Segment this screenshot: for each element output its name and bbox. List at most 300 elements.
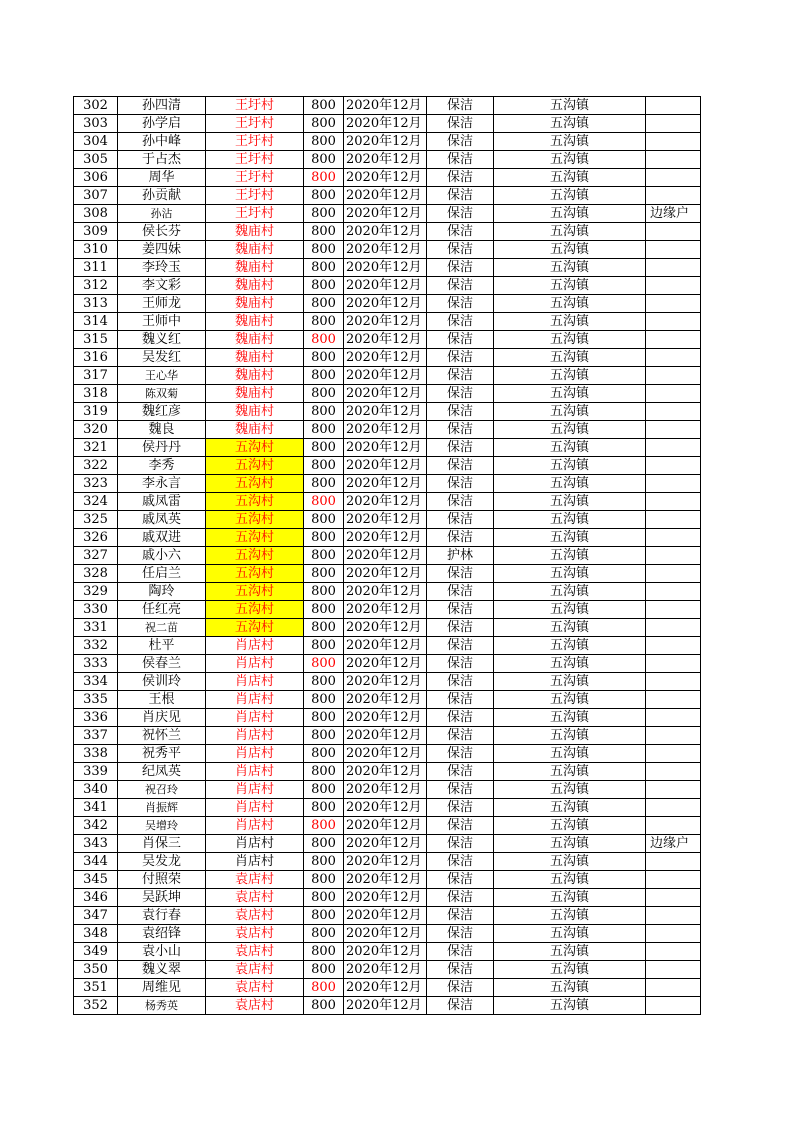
month-cell: 2020年12月 bbox=[344, 601, 427, 619]
amount-cell: 800 bbox=[304, 115, 344, 133]
village-cell: 五沟村 bbox=[206, 493, 304, 511]
note-cell bbox=[646, 691, 701, 709]
town-cell: 五沟镇 bbox=[494, 313, 646, 331]
amount-cell: 800 bbox=[304, 385, 344, 403]
name-cell: 祝秀平 bbox=[118, 745, 206, 763]
name-cell: 肖庆见 bbox=[118, 709, 206, 727]
amount-cell: 800 bbox=[304, 475, 344, 493]
name-cell: 王根 bbox=[118, 691, 206, 709]
name-cell: 陶玲 bbox=[118, 583, 206, 601]
table-row bbox=[74, 979, 701, 997]
village-cell: 肖店村 bbox=[206, 655, 304, 673]
note-cell bbox=[646, 439, 701, 457]
table-row bbox=[74, 817, 701, 835]
amount-cell: 800 bbox=[304, 259, 344, 277]
village-cell: 魏庙村 bbox=[206, 313, 304, 331]
table-row bbox=[74, 439, 701, 457]
amount-cell: 800 bbox=[304, 439, 344, 457]
note-cell bbox=[646, 871, 701, 889]
job-type-cell: 保洁 bbox=[427, 295, 494, 313]
note-cell bbox=[646, 673, 701, 691]
note-cell bbox=[646, 151, 701, 169]
note-cell bbox=[646, 403, 701, 421]
note-cell bbox=[646, 763, 701, 781]
name-cell: 戚凤英 bbox=[118, 511, 206, 529]
note-cell bbox=[646, 277, 701, 295]
village-cell: 五沟村 bbox=[206, 457, 304, 475]
job-type-cell: 保洁 bbox=[427, 367, 494, 385]
village-cell: 魏庙村 bbox=[206, 367, 304, 385]
month-cell: 2020年12月 bbox=[344, 151, 427, 169]
town-cell: 五沟镇 bbox=[494, 133, 646, 151]
name-cell: 肖振辉 bbox=[118, 799, 206, 817]
job-type-cell: 保洁 bbox=[427, 115, 494, 133]
note-cell bbox=[646, 187, 701, 205]
row-number-cell: 310 bbox=[74, 241, 118, 259]
job-type-cell: 保洁 bbox=[427, 943, 494, 961]
job-type-cell: 保洁 bbox=[427, 979, 494, 997]
job-type-cell: 保洁 bbox=[427, 835, 494, 853]
table-row bbox=[74, 457, 701, 475]
row-number-cell: 324 bbox=[74, 493, 118, 511]
amount-cell: 800 bbox=[304, 493, 344, 511]
name-cell: 戚双进 bbox=[118, 529, 206, 547]
amount-cell: 800 bbox=[304, 547, 344, 565]
village-cell: 魏庙村 bbox=[206, 385, 304, 403]
job-type-cell: 保洁 bbox=[427, 763, 494, 781]
village-cell: 魏庙村 bbox=[206, 421, 304, 439]
row-number-cell: 307 bbox=[74, 187, 118, 205]
month-cell: 2020年12月 bbox=[344, 961, 427, 979]
job-type-cell: 保洁 bbox=[427, 403, 494, 421]
table-row bbox=[74, 223, 701, 241]
village-cell: 王圩村 bbox=[206, 205, 304, 223]
table-row bbox=[74, 673, 701, 691]
month-cell: 2020年12月 bbox=[344, 115, 427, 133]
month-cell: 2020年12月 bbox=[344, 979, 427, 997]
table-row bbox=[74, 619, 701, 637]
month-cell: 2020年12月 bbox=[344, 331, 427, 349]
amount-cell: 800 bbox=[304, 223, 344, 241]
table-row bbox=[74, 961, 701, 979]
name-cell: 侯春兰 bbox=[118, 655, 206, 673]
village-cell: 肖店村 bbox=[206, 817, 304, 835]
row-number-cell: 306 bbox=[74, 169, 118, 187]
job-type-cell: 保洁 bbox=[427, 331, 494, 349]
job-type-cell: 保洁 bbox=[427, 493, 494, 511]
table-row bbox=[74, 511, 701, 529]
town-cell: 五沟镇 bbox=[494, 367, 646, 385]
amount-cell: 800 bbox=[304, 943, 344, 961]
table-row bbox=[74, 799, 701, 817]
month-cell: 2020年12月 bbox=[344, 169, 427, 187]
name-cell: 吴发龙 bbox=[118, 853, 206, 871]
job-type-cell: 保洁 bbox=[427, 673, 494, 691]
note-cell bbox=[646, 115, 701, 133]
amount-cell: 800 bbox=[304, 709, 344, 727]
row-number-cell: 332 bbox=[74, 637, 118, 655]
month-cell: 2020年12月 bbox=[344, 835, 427, 853]
month-cell: 2020年12月 bbox=[344, 529, 427, 547]
town-cell: 五沟镇 bbox=[494, 97, 646, 115]
job-type-cell: 保洁 bbox=[427, 601, 494, 619]
job-type-cell: 保洁 bbox=[427, 259, 494, 277]
month-cell: 2020年12月 bbox=[344, 691, 427, 709]
month-cell: 2020年12月 bbox=[344, 673, 427, 691]
name-cell: 肖保三 bbox=[118, 835, 206, 853]
month-cell: 2020年12月 bbox=[344, 853, 427, 871]
job-type-cell: 保洁 bbox=[427, 817, 494, 835]
month-cell: 2020年12月 bbox=[344, 655, 427, 673]
job-type-cell: 保洁 bbox=[427, 241, 494, 259]
village-cell: 王圩村 bbox=[206, 115, 304, 133]
amount-cell: 800 bbox=[304, 295, 344, 313]
village-cell: 魏庙村 bbox=[206, 331, 304, 349]
row-number-cell: 329 bbox=[74, 583, 118, 601]
village-cell: 魏庙村 bbox=[206, 277, 304, 295]
row-number-cell: 309 bbox=[74, 223, 118, 241]
name-cell: 祝召玲 bbox=[118, 781, 206, 799]
village-cell: 五沟村 bbox=[206, 439, 304, 457]
job-type-cell: 保洁 bbox=[427, 277, 494, 295]
row-number-cell: 338 bbox=[74, 745, 118, 763]
month-cell: 2020年12月 bbox=[344, 817, 427, 835]
name-cell: 李玲玉 bbox=[118, 259, 206, 277]
amount-cell: 800 bbox=[304, 907, 344, 925]
month-cell: 2020年12月 bbox=[344, 709, 427, 727]
month-cell: 2020年12月 bbox=[344, 475, 427, 493]
name-cell: 任红亮 bbox=[118, 601, 206, 619]
town-cell: 五沟镇 bbox=[494, 169, 646, 187]
note-cell bbox=[646, 349, 701, 367]
month-cell: 2020年12月 bbox=[344, 889, 427, 907]
table-row bbox=[74, 835, 701, 853]
table-row bbox=[74, 943, 701, 961]
job-type-cell: 保洁 bbox=[427, 781, 494, 799]
job-type-cell: 保洁 bbox=[427, 637, 494, 655]
name-cell: 袁绍锋 bbox=[118, 925, 206, 943]
village-cell: 袁店村 bbox=[206, 889, 304, 907]
month-cell: 2020年12月 bbox=[344, 403, 427, 421]
job-type-cell: 保洁 bbox=[427, 727, 494, 745]
row-number-cell: 316 bbox=[74, 349, 118, 367]
village-cell: 肖店村 bbox=[206, 853, 304, 871]
row-number-cell: 313 bbox=[74, 295, 118, 313]
table-row bbox=[74, 655, 701, 673]
note-cell: 边缘户 bbox=[646, 835, 701, 853]
village-cell: 王圩村 bbox=[206, 151, 304, 169]
table-row bbox=[74, 97, 701, 115]
note-cell bbox=[646, 709, 701, 727]
amount-cell: 800 bbox=[304, 313, 344, 331]
row-number-cell: 328 bbox=[74, 565, 118, 583]
month-cell: 2020年12月 bbox=[344, 187, 427, 205]
table-row bbox=[74, 349, 701, 367]
note-cell bbox=[646, 385, 701, 403]
note-cell bbox=[646, 529, 701, 547]
table-row bbox=[74, 115, 701, 133]
town-cell: 五沟镇 bbox=[494, 241, 646, 259]
town-cell: 五沟镇 bbox=[494, 331, 646, 349]
note-cell bbox=[646, 637, 701, 655]
table-row bbox=[74, 781, 701, 799]
name-cell: 祝怀兰 bbox=[118, 727, 206, 745]
job-type-cell: 保洁 bbox=[427, 457, 494, 475]
note-cell bbox=[646, 745, 701, 763]
amount-cell: 800 bbox=[304, 241, 344, 259]
amount-cell: 800 bbox=[304, 835, 344, 853]
month-cell: 2020年12月 bbox=[344, 259, 427, 277]
name-cell: 杨秀英 bbox=[118, 997, 206, 1015]
village-cell: 袁店村 bbox=[206, 907, 304, 925]
table-row bbox=[74, 475, 701, 493]
village-cell: 五沟村 bbox=[206, 565, 304, 583]
note-cell bbox=[646, 601, 701, 619]
name-cell: 侯长芬 bbox=[118, 223, 206, 241]
village-cell: 肖店村 bbox=[206, 763, 304, 781]
name-cell: 戚凤雷 bbox=[118, 493, 206, 511]
row-number-cell: 336 bbox=[74, 709, 118, 727]
amount-cell: 800 bbox=[304, 781, 344, 799]
village-cell: 肖店村 bbox=[206, 691, 304, 709]
note-cell bbox=[646, 943, 701, 961]
row-number-cell: 337 bbox=[74, 727, 118, 745]
note-cell bbox=[646, 511, 701, 529]
row-number-cell: 335 bbox=[74, 691, 118, 709]
month-cell: 2020年12月 bbox=[344, 907, 427, 925]
town-cell: 五沟镇 bbox=[494, 871, 646, 889]
village-cell: 肖店村 bbox=[206, 727, 304, 745]
month-cell: 2020年12月 bbox=[344, 997, 427, 1015]
name-cell: 王师中 bbox=[118, 313, 206, 331]
month-cell: 2020年12月 bbox=[344, 763, 427, 781]
village-cell: 肖店村 bbox=[206, 799, 304, 817]
town-cell: 五沟镇 bbox=[494, 259, 646, 277]
job-type-cell: 保洁 bbox=[427, 853, 494, 871]
month-cell: 2020年12月 bbox=[344, 439, 427, 457]
village-cell: 肖店村 bbox=[206, 781, 304, 799]
row-number-cell: 314 bbox=[74, 313, 118, 331]
town-cell: 五沟镇 bbox=[494, 709, 646, 727]
name-cell: 侯训玲 bbox=[118, 673, 206, 691]
note-cell bbox=[646, 457, 701, 475]
month-cell: 2020年12月 bbox=[344, 745, 427, 763]
amount-cell: 800 bbox=[304, 655, 344, 673]
month-cell: 2020年12月 bbox=[344, 871, 427, 889]
month-cell: 2020年12月 bbox=[344, 385, 427, 403]
table-row bbox=[74, 493, 701, 511]
job-type-cell: 保洁 bbox=[427, 655, 494, 673]
note-cell bbox=[646, 961, 701, 979]
month-cell: 2020年12月 bbox=[344, 205, 427, 223]
village-cell: 魏庙村 bbox=[206, 295, 304, 313]
month-cell: 2020年12月 bbox=[344, 925, 427, 943]
town-cell: 五沟镇 bbox=[494, 943, 646, 961]
row-number-cell: 315 bbox=[74, 331, 118, 349]
name-cell: 吴跃坤 bbox=[118, 889, 206, 907]
amount-cell: 800 bbox=[304, 277, 344, 295]
amount-cell: 800 bbox=[304, 187, 344, 205]
table-row bbox=[74, 745, 701, 763]
table-row bbox=[74, 601, 701, 619]
name-cell: 王师龙 bbox=[118, 295, 206, 313]
table-row bbox=[74, 565, 701, 583]
table-row bbox=[74, 709, 701, 727]
name-cell: 孙学启 bbox=[118, 115, 206, 133]
note-cell bbox=[646, 979, 701, 997]
table-row bbox=[74, 871, 701, 889]
row-number-cell: 308 bbox=[74, 205, 118, 223]
name-cell: 孙沾 bbox=[118, 205, 206, 223]
note-cell bbox=[646, 547, 701, 565]
table-row bbox=[74, 133, 701, 151]
name-cell: 陈双菊 bbox=[118, 385, 206, 403]
amount-cell: 800 bbox=[304, 745, 344, 763]
table-row bbox=[74, 997, 701, 1015]
row-number-cell: 331 bbox=[74, 619, 118, 637]
town-cell: 五沟镇 bbox=[494, 385, 646, 403]
name-cell: 孙中峰 bbox=[118, 133, 206, 151]
job-type-cell: 保洁 bbox=[427, 151, 494, 169]
payroll-table bbox=[73, 96, 701, 1015]
town-cell: 五沟镇 bbox=[494, 601, 646, 619]
village-cell: 五沟村 bbox=[206, 475, 304, 493]
town-cell: 五沟镇 bbox=[494, 835, 646, 853]
town-cell: 五沟镇 bbox=[494, 187, 646, 205]
name-cell: 吴增玲 bbox=[118, 817, 206, 835]
town-cell: 五沟镇 bbox=[494, 997, 646, 1015]
row-number-cell: 311 bbox=[74, 259, 118, 277]
village-cell: 王圩村 bbox=[206, 187, 304, 205]
amount-cell: 800 bbox=[304, 349, 344, 367]
village-cell: 肖店村 bbox=[206, 673, 304, 691]
job-type-cell: 保洁 bbox=[427, 709, 494, 727]
village-cell: 五沟村 bbox=[206, 547, 304, 565]
note-cell bbox=[646, 133, 701, 151]
note-cell bbox=[646, 655, 701, 673]
row-number-cell: 305 bbox=[74, 151, 118, 169]
month-cell: 2020年12月 bbox=[344, 97, 427, 115]
note-cell bbox=[646, 907, 701, 925]
row-number-cell: 317 bbox=[74, 367, 118, 385]
row-number-cell: 326 bbox=[74, 529, 118, 547]
town-cell: 五沟镇 bbox=[494, 889, 646, 907]
month-cell: 2020年12月 bbox=[344, 277, 427, 295]
job-type-cell: 保洁 bbox=[427, 961, 494, 979]
month-cell: 2020年12月 bbox=[344, 583, 427, 601]
job-type-cell: 保洁 bbox=[427, 133, 494, 151]
town-cell: 五沟镇 bbox=[494, 403, 646, 421]
note-cell bbox=[646, 799, 701, 817]
village-cell: 袁店村 bbox=[206, 961, 304, 979]
job-type-cell: 保洁 bbox=[427, 583, 494, 601]
table-row bbox=[74, 295, 701, 313]
note-cell: 边缘户 bbox=[646, 205, 701, 223]
amount-cell: 800 bbox=[304, 727, 344, 745]
table-row bbox=[74, 763, 701, 781]
job-type-cell: 护林 bbox=[427, 547, 494, 565]
job-type-cell: 保洁 bbox=[427, 349, 494, 367]
village-cell: 袁店村 bbox=[206, 925, 304, 943]
row-number-cell: 344 bbox=[74, 853, 118, 871]
note-cell bbox=[646, 367, 701, 385]
row-number-cell: 318 bbox=[74, 385, 118, 403]
village-cell: 魏庙村 bbox=[206, 259, 304, 277]
job-type-cell: 保洁 bbox=[427, 475, 494, 493]
note-cell bbox=[646, 475, 701, 493]
name-cell: 孙四清 bbox=[118, 97, 206, 115]
job-type-cell: 保洁 bbox=[427, 205, 494, 223]
name-cell: 杜平 bbox=[118, 637, 206, 655]
note-cell bbox=[646, 295, 701, 313]
note-cell bbox=[646, 619, 701, 637]
town-cell: 五沟镇 bbox=[494, 475, 646, 493]
amount-cell: 800 bbox=[304, 871, 344, 889]
name-cell: 戚小六 bbox=[118, 547, 206, 565]
village-cell: 肖店村 bbox=[206, 745, 304, 763]
village-cell: 王圩村 bbox=[206, 133, 304, 151]
name-cell: 周华 bbox=[118, 169, 206, 187]
note-cell bbox=[646, 817, 701, 835]
town-cell: 五沟镇 bbox=[494, 691, 646, 709]
name-cell: 于占杰 bbox=[118, 151, 206, 169]
town-cell: 五沟镇 bbox=[494, 763, 646, 781]
village-cell: 袁店村 bbox=[206, 979, 304, 997]
row-number-cell: 350 bbox=[74, 961, 118, 979]
job-type-cell: 保洁 bbox=[427, 187, 494, 205]
month-cell: 2020年12月 bbox=[344, 727, 427, 745]
job-type-cell: 保洁 bbox=[427, 313, 494, 331]
name-cell: 魏义红 bbox=[118, 331, 206, 349]
amount-cell: 800 bbox=[304, 889, 344, 907]
month-cell: 2020年12月 bbox=[344, 619, 427, 637]
amount-cell: 800 bbox=[304, 673, 344, 691]
table-row bbox=[74, 529, 701, 547]
amount-cell: 800 bbox=[304, 511, 344, 529]
town-cell: 五沟镇 bbox=[494, 529, 646, 547]
job-type-cell: 保洁 bbox=[427, 745, 494, 763]
town-cell: 五沟镇 bbox=[494, 439, 646, 457]
town-cell: 五沟镇 bbox=[494, 907, 646, 925]
town-cell: 五沟镇 bbox=[494, 727, 646, 745]
row-number-cell: 320 bbox=[74, 421, 118, 439]
job-type-cell: 保洁 bbox=[427, 223, 494, 241]
row-number-cell: 348 bbox=[74, 925, 118, 943]
village-cell: 王圩村 bbox=[206, 169, 304, 187]
town-cell: 五沟镇 bbox=[494, 619, 646, 637]
job-type-cell: 保洁 bbox=[427, 529, 494, 547]
note-cell bbox=[646, 241, 701, 259]
month-cell: 2020年12月 bbox=[344, 781, 427, 799]
table-row bbox=[74, 889, 701, 907]
town-cell: 五沟镇 bbox=[494, 421, 646, 439]
row-number-cell: 339 bbox=[74, 763, 118, 781]
row-number-cell: 330 bbox=[74, 601, 118, 619]
month-cell: 2020年12月 bbox=[344, 799, 427, 817]
name-cell: 王心华 bbox=[118, 367, 206, 385]
table-row bbox=[74, 421, 701, 439]
note-cell bbox=[646, 925, 701, 943]
job-type-cell: 保洁 bbox=[427, 169, 494, 187]
name-cell: 李永言 bbox=[118, 475, 206, 493]
month-cell: 2020年12月 bbox=[344, 565, 427, 583]
note-cell bbox=[646, 313, 701, 331]
name-cell: 魏红彦 bbox=[118, 403, 206, 421]
town-cell: 五沟镇 bbox=[494, 223, 646, 241]
job-type-cell: 保洁 bbox=[427, 565, 494, 583]
town-cell: 五沟镇 bbox=[494, 565, 646, 583]
row-number-cell: 333 bbox=[74, 655, 118, 673]
